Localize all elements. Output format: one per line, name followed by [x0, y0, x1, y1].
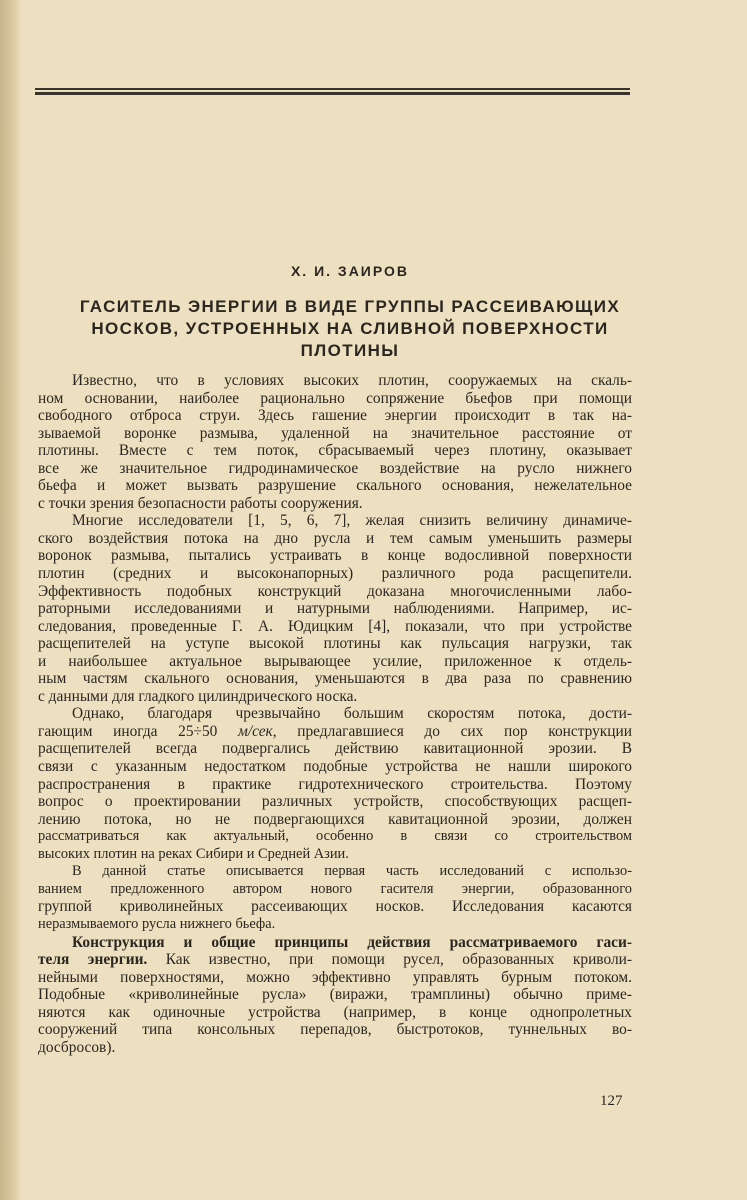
text-line: гающим иногда 25÷50 м/сек, предлагавшиеся до сих пор конструкции	[38, 722, 632, 740]
text-line: сооружений типа консольных перепадов, быстротоков, туннельных во-	[38, 1021, 632, 1039]
title-line: ПЛОТИНЫ	[300, 341, 400, 360]
text-line: высоких плотин на реках Сибири и Средней Азии.	[38, 845, 349, 862]
text-line: няются как одиночные устройства (например, в конце однопролетных	[38, 1003, 632, 1021]
text-line: раторными исследованиями и натурными наблюдениями. Например, ис-	[38, 600, 632, 618]
header-rule-thin	[35, 88, 630, 90]
text-line: ном основании, наиболее рационально сопряжение бьефов при помощи	[38, 389, 632, 407]
text-line: с данными для гладкого цилиндрического носка.	[38, 687, 358, 705]
text-line: Многие исследователи [1, 5, 6, 7], желая снизить величину динамиче-	[72, 512, 632, 530]
text-line: группой криволинейных рассеивающих носков. Исследования касаются	[38, 898, 632, 916]
article-title	[55, 296, 645, 362]
title-line: НОСКОВ, УСТРОЕННЫХ НА СЛИВНОЙ ПОВЕРХНОСТИ	[91, 319, 609, 338]
book-gutter-shadow	[0, 0, 22, 1200]
text-line: плотины. Вместе с тем поток, сбрасываемый через плотину, оказывает	[38, 442, 632, 460]
article-author: Х. И. ЗАИРОВ	[290, 263, 410, 279]
page-number: 127	[600, 1093, 623, 1109]
text-line: Однако, благодаря чрезвычайно большим скоростям потока, дости-	[72, 705, 632, 723]
text-line: зываемой воронке размыва, удаленной на значительное расстояние от	[38, 424, 632, 442]
text-line: рассматриваться как актуальный, особенно в связи со строительством	[38, 828, 632, 845]
text-line: нейными поверхностями, можно эффективно управлять бурным потоком.	[38, 968, 632, 986]
text-line: воронок размыва, пытались устраивать в конце водосливной поверхности	[38, 547, 632, 565]
title-line: ГАСИТЕЛЬ ЭНЕРГИИ В ВИДЕ ГРУППЫ РАССЕИВАЮЩИХ	[79, 297, 621, 316]
text-line: бьефа и может вызвать разрушение скального основания, нежелательное	[38, 477, 632, 495]
header-rule-thick	[35, 92, 630, 95]
text-line: Подобные «криволинейные русла» (виражи, трамплины) обычно приме-	[38, 986, 632, 1004]
text-line: свободного отброса струи. Здесь гашение энергии происходит в так на-	[38, 407, 632, 425]
text-line: теля энергии. Как известно, при помощи русел, образованных криволи-	[38, 951, 632, 969]
text-line: Известно, что в условиях высоких плотин, сооружаемых на скаль-	[72, 372, 632, 389]
text-line: с точки зрения безопасности работы сооружения.	[38, 494, 363, 512]
article-body	[38, 372, 632, 1056]
text-line: расщепителей на уступе высокой плотины как пульсация нагрузки, так	[38, 635, 632, 653]
text-line: следования, проведенные Г. А. Юдицким [4], показали, что при устройстве	[38, 617, 632, 635]
text-line: вопрос о проектировании различных устройств, способствующих расщеп-	[38, 793, 632, 811]
text-line: ванием предложенного автором нового гасителя энергии, образованного	[38, 880, 632, 897]
text-line: и наибольшее актуальное вырывающее усилие, приложенное к отдель-	[38, 652, 632, 670]
text-line: ным частям скального основания, уменьшаются в два раза по сравнению	[38, 670, 632, 688]
text-line: досбросов).	[38, 1038, 116, 1056]
text-line: распространения в практике гидротехнического строительства. Поэтому	[38, 775, 632, 793]
text-line: ского воздействия потока на дно русла и тем самым уменьшить размеры	[38, 529, 632, 547]
section-heading-line: Конструкция и общие принципы действия рассматриваемого гаси-	[72, 933, 632, 951]
text-line: лению потока, но не подвергающихся кавитационной эрозии, должен	[38, 810, 632, 828]
text-line: Эффективность подобных конструкций доказана многочисленными лабо-	[38, 582, 632, 600]
text-line: все же значительное гидродинамическое воздействие на русло нижнего	[38, 459, 632, 477]
text-line: неразмываемого русла нижнего бьефа.	[38, 915, 276, 932]
text-line: связи с указанным недостатком подобные устройства не нашли широкого	[38, 758, 632, 776]
text-line: расщепителей всегда подвергались действию кавитационной эрозии. В	[38, 740, 632, 758]
text-line: плотин (средних и высоконапорных) различного рода расщепители.	[38, 565, 632, 583]
text-line: В данной статье описывается первая часть исследований с использо-	[72, 863, 632, 880]
